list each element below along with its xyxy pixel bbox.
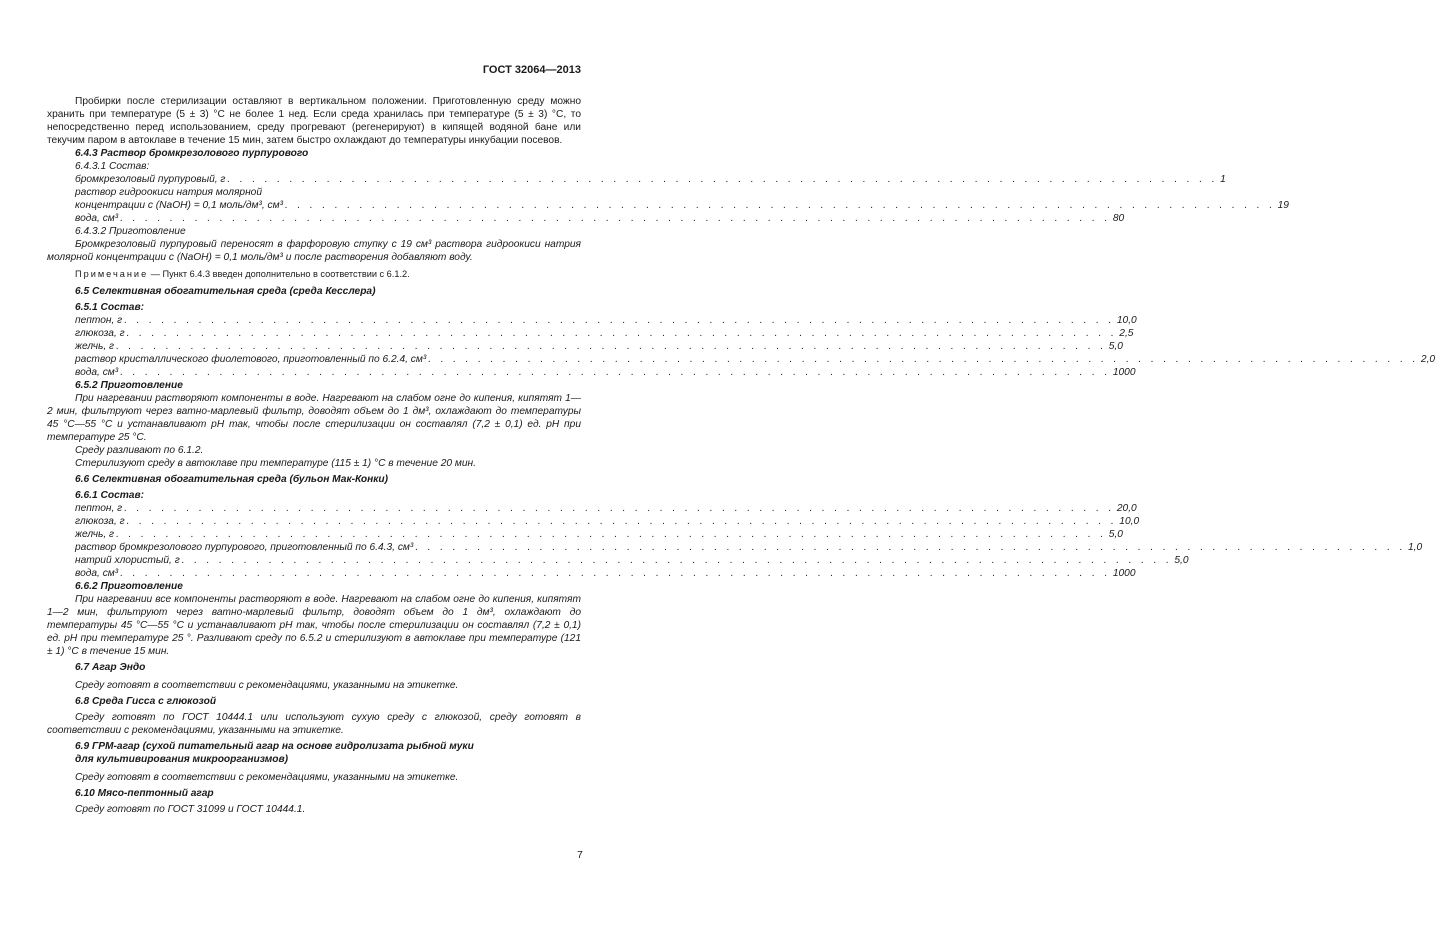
- composition-row: [47, 366, 1136, 379]
- leader-dots: . . . . . . . . . . . . . . . . . . . . . . . . . . . . . . . . . . . . . . . . . . . . . . . . . . . . . . . . . . . . . . . . . . . . . . . . . . . . . . . .: [124, 503, 1115, 514]
- composition-row: [47, 554, 1189, 567]
- section-6-9-text: Среду готовят в соответствии с рекомендациями, указанными на этикетке.: [75, 772, 459, 783]
- ingredient-amount: 5,0: [1108, 341, 1123, 352]
- composition-row: [47, 502, 1137, 515]
- section-6-6-title: 6.6 Селективная обогатительная среда (бульон Мак-Конки): [75, 474, 389, 485]
- composition-row: [47, 567, 1136, 580]
- leader-dots: . . . . . . . . . . . . . . . . . . . . . . . . . . . . . . . . . . . . . . . . . . . . . . . . . . . . . . . . . . . . . . . . . . . . . . . . . . . . . . . .: [126, 328, 1118, 339]
- section-6-10-title: 6.10 Мясо-пептонный агар: [75, 788, 214, 799]
- ingredient-name: вода, см³: [75, 568, 119, 579]
- composition-list-6-6: [47, 502, 1423, 580]
- section-6-8-text: Среду готовят по ГОСТ 10444.1 или используют сухую среду с глюкозой, среду готовят в соответствии с рекомендациями, указанными на этикетке.: [47, 712, 581, 736]
- section-6-5-2-text-3: Стерилизуют среду в автоклаве при температуре (115 ± 1) °С в течение 20 мин.: [75, 458, 476, 469]
- section-6-8-title: 6.8 Среда Гисса с глюкозой: [75, 696, 217, 707]
- intro-paragraph: Пробирки после стерилизации оставляют в вертикальном положении. Приготовленную среду можно хранить при температуре (5 ± 3) °С не более 1 нед. Если среда хранилась при температуре (5 ± 3) °С, то непосредственно перед использованием, среду прогревают (регенерируют) в кипящей водяной бане или текучим паром в автоклаве в течение 15 мин, затем быстро охлаждают до температуры инкубации посевов.: [47, 96, 581, 146]
- ingredient-name: желчь, г: [75, 341, 115, 352]
- note-text: — Пункт 6.4.3 введен дополнительно в соответствии с 6.1.2.: [148, 269, 410, 279]
- ingredient-name: натрий хлористый, г: [75, 555, 180, 566]
- ingredient-name: пептон, г: [75, 315, 123, 326]
- note: [47, 268, 581, 281]
- composition-row: [47, 528, 1123, 541]
- document-code: ГОСТ 32064—2013: [482, 64, 581, 76]
- leader-dots: . . . . . . . . . . . . . . . . . . . . . . . . . . . . . . . . . . . . . . . . . . . . . . . . . . . . . . . . . . . . . . . . . . . . . . . . . . . . . . . .: [227, 174, 1219, 185]
- ingredient-amount: 20,0: [1116, 503, 1137, 514]
- section-6-10-text: Среду готовят по ГОСТ 31099 и ГОСТ 10444.1.: [75, 804, 306, 815]
- leader-dots: . . . . . . . . . . . . . . . . . . . . . . . . . . . . . . . . . . . . . . . . . . . . . . . . . . . . . . . . . . . . . . . . . . . . . . . . . . . . . . . .: [284, 200, 1276, 211]
- ingredient-name: концентрации с (NaOH) = 0,1 моль/дм³, см³: [75, 200, 283, 211]
- leader-dots: . . . . . . . . . . . . . . . . . . . . . . . . . . . . . . . . . . . . . . . . . . . . . . . . . . . . . . . . . . . . . . . . . . . . . . . . . . . . . . . .: [120, 568, 1111, 579]
- ingredient-name: вода, см³: [75, 213, 119, 224]
- composition-row: [47, 340, 1123, 353]
- leader-dots: . . . . . . . . . . . . . . . . . . . . . . . . . . . . . . . . . . . . . . . . . . . . . . . . . . . . . . . . . . . . . . . . . . . . . . . . . . . . . . . .: [116, 529, 1107, 540]
- section-6-7-title: 6.7 Агар Эндо: [75, 662, 146, 673]
- ingredient-amount: 10,0: [1116, 315, 1137, 326]
- leader-dots: . . . . . . . . . . . . . . . . . . . . . . . . . . . . . . . . . . . . . . . . . . . . . . . . . . . . . . . . . . . . . . . . . . . . . . . . . . . . . . . .: [428, 354, 1419, 365]
- ingredient-amount: 1: [1220, 174, 1226, 185]
- section-6-5-2-heading: 6.5.2 Приготовление: [75, 380, 183, 391]
- ingredient-name: желчь, г: [75, 529, 115, 540]
- section-6-5-1-heading: 6.5.1 Состав:: [75, 302, 145, 313]
- composition-row: [47, 314, 1137, 327]
- composition-list-6-5: [47, 314, 1436, 379]
- leader-dots: . . . . . . . . . . . . . . . . . . . . . . . . . . . . . . . . . . . . . . . . . . . . . . . . . . . . . . . . . . . . . . . . . . . . . . . . . . . . . . . .: [415, 542, 1406, 553]
- section-6-4-3-2-heading: 6.4.3.2 Приготовление: [75, 226, 186, 237]
- composition-row: [47, 199, 1289, 212]
- leader-dots: . . . . . . . . . . . . . . . . . . . . . . . . . . . . . . . . . . . . . . . . . . . . . . . . . . . . . . . . . . . . . . . . . . . . . . . . . . . . . . . .: [116, 341, 1107, 352]
- composition-row: [47, 515, 1140, 528]
- composition-row: [47, 186, 581, 199]
- ingredient-name: пептон, г: [75, 503, 123, 514]
- section-6-7-text: Среду готовят в соответствии с рекомендациями, указанными на этикетке.: [75, 680, 459, 691]
- leader-dots: . . . . . . . . . . . . . . . . . . . . . . . . . . . . . . . . . . . . . . . . . . . . . . . . . . . . . . . . . . . . . . . . . . . . . . . . . . . . . . . .: [126, 516, 1118, 527]
- composition-row: [47, 353, 1436, 366]
- ingredient-amount: 2,0: [1420, 354, 1436, 365]
- section-6-9-title-line2: для культивирования микроорганизмов): [75, 754, 289, 765]
- ingredient-amount: 19: [1277, 200, 1289, 211]
- ingredient-amount: 80: [1112, 213, 1125, 224]
- section-6-5-2-text-1: При нагревании растворяют компоненты в воде. Нагревают на слабом огне до кипения, кипятят 1—2 мин, фильтруют через ватно-марлевый фильтр, доводят объем до 1 дм³, охлаждают до температуры 45 °С—55 °С и устанавливают рН так, чтобы после стерилизации он составлял (7,2 ± 0,1) ед. рН при температуре 25 °С.: [47, 393, 581, 443]
- composition-row: [47, 173, 1226, 186]
- section-6-4-3-2-text: Бромкрезоловый пурпуровый переносят в фарфоровую ступку с 19 см³ раствора гидроокиси натрия молярной концентрации с (NaOH) = 0,1 моль/дм³ и после растворения добавляют воду.: [47, 239, 581, 263]
- ingredient-name: бромкрезоловый пурпуровый, г: [75, 174, 226, 185]
- leader-dots: . . . . . . . . . . . . . . . . . . . . . . . . . . . . . . . . . . . . . . . . . . . . . . . . . . . . . . . . . . . . . . . . . . . . . . . . . . . . . . . .: [181, 555, 1173, 566]
- composition-row: [47, 541, 1423, 554]
- ingredient-amount: 2,5: [1119, 328, 1134, 339]
- ingredient-amount: 5,0: [1174, 555, 1189, 566]
- section-6-4-3-title: 6.4.3 Раствор бромкрезолового пурпурового: [75, 148, 309, 159]
- ingredient-name: раствор кристаллического фиолетового, приготовленный по 6.2.4, см³: [75, 354, 427, 365]
- composition-row: [47, 212, 1125, 225]
- ingredient-amount: 1,0: [1407, 542, 1423, 553]
- leader-dots: . . . . . . . . . . . . . . . . . . . . . . . . . . . . . . . . . . . . . . . . . . . . . . . . . . . . . . . . . . . . . . . . . . . . . . . . . . . . . . . .: [124, 315, 1115, 326]
- ingredient-amount: 10,0: [1119, 516, 1140, 527]
- section-6-6-2-text: При нагревании все компоненты растворяют в воде. Нагревают на слабом огне до кипения, кипятят 1—2 мин, фильтруют через ватно-марлевый фильтр, доводят объем до 1 дм³, охлаждают до температуры 45 °С—55 °С и устанавливают рН так, чтобы после стерилизации он составлял (7,2 ± 0,1) ед. рН при температуре 25 °. Разливают среду по 6.5.2 и стерилизуют в автоклаве при температуре (121 ± 1) °С в течение 15 мин.: [47, 594, 581, 657]
- ingredient-name: вода, см³: [75, 367, 119, 378]
- ingredient-name: раствор гидроокиси натрия молярной: [75, 187, 263, 198]
- section-6-6-2-heading: 6.6.2 Приготовление: [75, 581, 183, 592]
- page-content: [47, 95, 1436, 816]
- section-6-5-title: 6.5 Селективная обогатительная среда (среда Кесслера): [75, 286, 376, 297]
- page-number: 7: [577, 849, 583, 861]
- leader-dots: . . . . . . . . . . . . . . . . . . . . . . . . . . . . . . . . . . . . . . . . . . . . . . . . . . . . . . . . . . . . . . . . . . . . . . . . . . . . . . . .: [120, 213, 1111, 224]
- ingredient-name: раствор бромкрезолового пурпурового, приготовленный по 6.4.3, см³: [75, 542, 414, 553]
- ingredient-amount: 1000: [1112, 367, 1136, 378]
- section-6-5-2-text-2: Среду разливают по 6.1.2.: [75, 445, 204, 456]
- ingredient-name: глюкоза, г: [75, 516, 125, 527]
- ingredient-amount: 1000: [1112, 568, 1136, 579]
- ingredient-amount: 5,0: [1108, 529, 1123, 540]
- composition-list-6-4-3: [47, 173, 1289, 225]
- section-6-9-title-line1: 6.9 ГРМ-агар (сухой питательный агар на основе гидролизата рыбной муки: [75, 741, 474, 752]
- leader-dots: . . . . . . . . . . . . . . . . . . . . . . . . . . . . . . . . . . . . . . . . . . . . . . . . . . . . . . . . . . . . . . . . . . . . . . . . . . . . . . . .: [120, 367, 1111, 378]
- ingredient-name: глюкоза, г: [75, 328, 125, 339]
- section-6-4-3-1-heading: 6.4.3.1 Состав:: [75, 161, 150, 172]
- composition-row: [47, 327, 1134, 340]
- note-label: Примечание: [75, 269, 149, 279]
- section-6-6-1-heading: 6.6.1 Состав:: [75, 490, 145, 501]
